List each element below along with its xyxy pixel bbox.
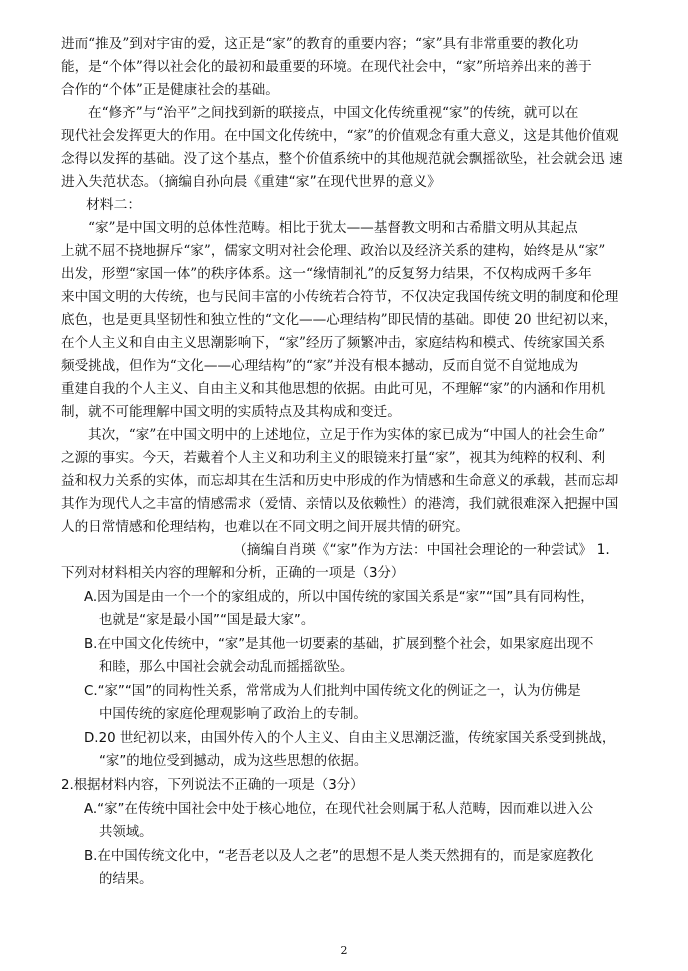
passage-line: 上就不屈不挠地摒斥“家”，儒家文明对社会伦理、政治以及经济关系的建构，始终是从“家” [61,243,606,259]
passage-line: 人的日常情感和伦理结构，也难以在不同文明之间开展共情的研究。 [61,519,469,535]
option-a: A.因为国是由一个一个的家组成的，所以中国传统的家国关系是“家”“国”具有同构性， [84,590,594,605]
option-b: B.在中国传统文化中，“老吾老以及人之老”的思想不是人类天然拥有的，而是家庭教化 [84,849,594,864]
source-citation: （摘编自肖瑛《“家”作为方法：中国社会理论的一种尝试》 1. [233,542,610,558]
option-d-cont: “家”的地位受到撼动，成为这些思想的依据。 [99,754,368,769]
passage-line: 能，是“个体”得以社会化的最初和最重要的环境。在现代社会中，“家”所培养出来的善于 [61,59,592,75]
passage-line: 进而“推及”到对宇宙的爱，这正是“家”的教育的重要内容；“家”具有非常重要的教化功 [61,36,579,52]
option-a-cont: 也就是“家是最小国”“国是最大家”。 [99,613,315,628]
passage-line: 之源的事实。今天，若戴着个人主义和功利主义的眼镜来打量“家”，视其为纯粹的权利、利 [61,450,606,466]
passage-line: 益和权力关系的实体，而忘却其在生活和历史中形成的作为情感和生命意义的承载，甚而忘却 [61,473,619,489]
option-c: C.“家”“国”的同构性关系，常常成为人们批判中国传统文化的例证之一，认为仿佛是 [84,684,581,699]
option-c-cont: 中国传统的家庭伦理观影响了政治上的专制。 [99,707,367,722]
passage-line: 念得以发挥的基础。没了这个基点，整个价值系统中的其他规范就会飘摇欲坠，社会就会迅 速 [61,151,623,167]
passage-line: 在个人主义和自由主义思潮影响下，“家”经历了频繁冲击，家庭结构和模式、传统家国关系 [61,335,606,351]
passage-line: 底色，也是更具坚韧性和独立性的“文化——心理结构”即民情的基础。即使 20 世纪初以来， [61,312,618,328]
option-d: D.20 世纪初以来，由国外传入的个人主义、自由主义思潮泛滥，传统家国关系受到挑战， [84,731,616,746]
option-b-cont: 和睦，那么中国社会就会动乱而摇摇欲坠。 [99,660,354,675]
passage-line: 合作的“个体”正是健康社会的基础。 [61,82,279,98]
option-b-cont: 的结果。 [99,872,153,887]
passage-line: 重建自我的个人主义、自由主义和其他思想的依据。由此可见，不理解“家”的内涵和作用机 [61,381,606,397]
passage-line: 其作为现代人之丰富的情感需求（爱情、亲情以及依赖性）的港湾，我们就很难深入把握中国 [61,496,619,512]
material-heading: 材料二： [86,197,142,213]
page-number: 2 [340,944,348,957]
passage-line: 频受挑战，但作为“文化——心理结构”的“家”并没有根本撼动，反而自觉不自觉地成为 [61,358,579,374]
option-a-cont: 共领域。 [99,825,153,840]
passage-line: 现代社会发挥更大的作用。在中国文化传统中，“家”的价值观念有重大意义，这是其他价值观 [61,128,619,144]
passage-line: “家”是中国文明的总体性范畴。相比于犹太——基督教文明和古希腊文明从其起点 [88,220,578,236]
passage-line: 进入失范状态。（摘编自孙向晨《重建“家”在现代世界的意义》 [61,174,441,190]
question-stem: 下列对材料相关内容的理解和分析，正确的一项是（3分） [61,566,405,581]
passage-line: 其次，“家”在中国文明中的上述地位，立足于作为实体的家已成为“中国人的社会生命” [88,427,606,443]
question-stem: 2.根据材料内容，下列说法不正确的一项是（3分） [61,778,364,793]
passage-line: 制，就不可能理解中国文明的实质特点及其构成和变迁。 [61,404,401,420]
option-b: B.在中国文化传统中，“家”是其他一切要素的基础，扩展到整个社会，如果家庭出现不 [84,637,594,652]
option-a: A.“家”在传统中国社会中处于核心地位，在现代社会则属于私人范畴，因而难以进入公 [84,802,594,817]
passage-line: 来中国文明的大传统，也与民间丰富的小传统若合符节，不仅决定我国传统文明的制度和伦理 [61,289,619,305]
passage-line: 在“修齐”与“治平”之间找到新的联接点，中国文化传统重视“家”的传统，就可以在 [88,105,579,121]
passage-line: 出发，形塑“家国一体”的秩序体系。这一“缘情制礼”的反复努力结果，不仅构成两千多年 [61,266,592,282]
